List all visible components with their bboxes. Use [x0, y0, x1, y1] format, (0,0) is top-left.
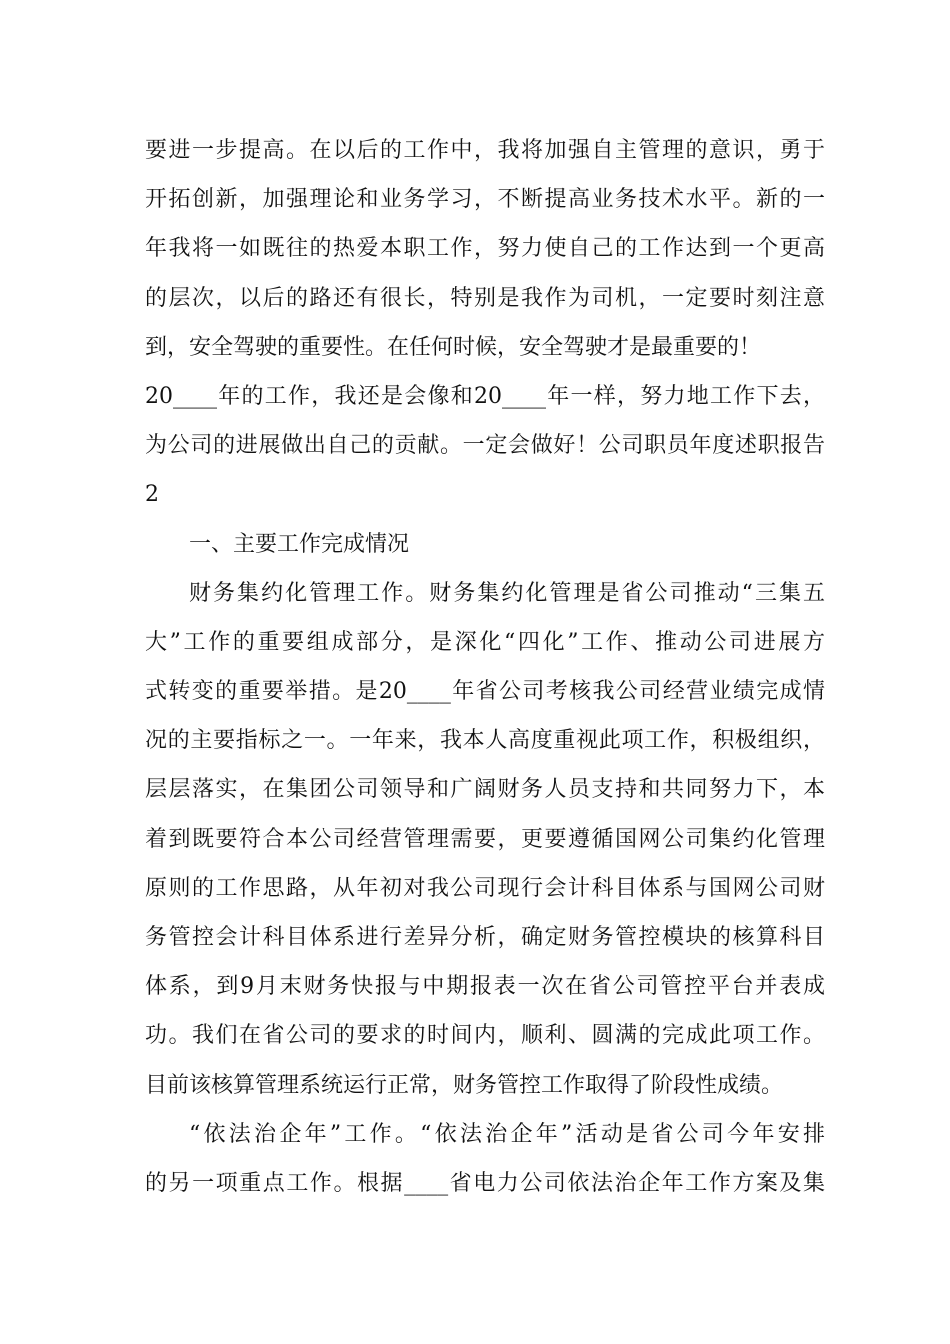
- text-line: 为公司的进展做出自己的贡献。一定会做好！公司职员年度述职报告: [145, 433, 825, 459]
- paragraph-first-line: 财务集约化管理工作。财务集约化管理是省公司推动“三集五: [189, 580, 825, 606]
- text-line: 着到既要符合本公司经营管理需要，更要遵循国网公司集约化管理: [145, 826, 825, 852]
- text-line: 务管控会计科目体系进行差异分析，确定财务管控模块的核算科目: [145, 925, 825, 950]
- text-line: 式转变的重要举措。是20____年省公司考核我公司经营业绩完成情: [145, 679, 825, 705]
- text-line: 层层落实，在集团公司领导和广阔财务人员支持和共同努力下，本: [145, 777, 825, 803]
- text-line: 的层次，以后的路还有很长，特别是我作为司机，一定要时刻注意: [145, 285, 825, 311]
- text-line: 目前该核算管理系统运行正常，财务管控工作取得了阶段性成绩。: [145, 1072, 784, 1098]
- text-line: 的另一项重点工作。根据____省电力公司依法治企年工作方案及集: [145, 1170, 825, 1196]
- text-line: 原则的工作思路，从年初对我公司现行会计科目体系与国网公司财: [145, 875, 825, 901]
- text-line: 要进一步提高。在以后的工作中，我将加强自主管理的意识，勇于: [145, 138, 825, 163]
- body-text: [145, 132, 825, 1214]
- text-line: 功。我们在省公司的要求的时间内，顺利、圆满的完成此项工作。: [145, 1023, 825, 1049]
- text-line: 2: [145, 482, 159, 508]
- section-heading: 一、主要工作完成情况: [189, 531, 410, 557]
- text-line: 况的主要指标之一。一年来，我本人高度重视此项工作，积极组织，: [145, 728, 825, 754]
- text-line: 20____年的工作，我还是会像和20____年一样，努力地工作下去，: [145, 383, 825, 409]
- text-line: 体系，到9月末财务快报与中期报表一次在省公司管控平台并表成: [145, 974, 825, 1000]
- paragraph-first-line: “依法治企年”工作。“依法治企年”活动是省公司今年安排: [189, 1121, 825, 1147]
- text-line: 到，安全驾驶的重要性。在任何时候，安全驾驶才是最重要的！: [145, 334, 762, 360]
- text-line: 大”工作的重要组成部分，是深化“四化”工作、推动公司进展方: [145, 629, 825, 655]
- text-line: 年我将一如既往的热爱本职工作，努力使自己的工作达到一个更高: [145, 236, 825, 262]
- text-line: 开拓创新，加强理论和业务学习，不断提高业务技术水平。新的一: [145, 187, 825, 213]
